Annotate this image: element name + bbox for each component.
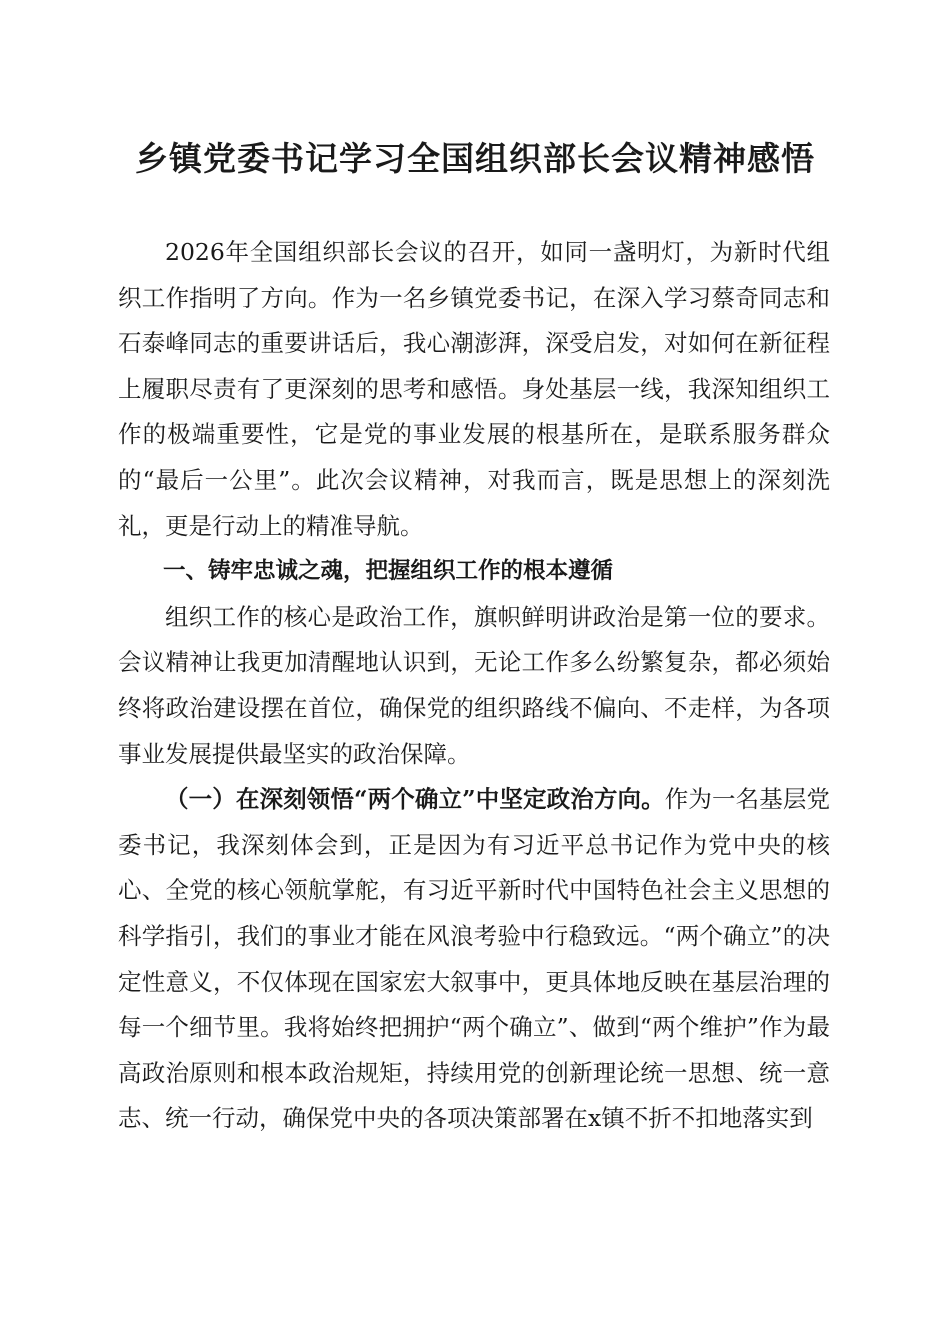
document-body	[118, 230, 830, 1142]
subsection-1-lead: （一）在深刻领悟“两个确立”中坚定政治方向。	[165, 785, 665, 814]
intro-paragraph: 2026年全国组织部长会议的召开，如同一盏明灯，为新时代组织工作指明了方向。作为一名乡镇党委书记，在深入学习蔡奇同志和石泰峰同志的重要讲话后，我心潮澎湃，深受启发，对如何在新征程上履职尽责有了更深刻的思考和感悟。身处基层一线，我深知组织工作的极端重要性，它是党的事业发展的根基所在，是联系服务群众的“最后一公里”。此次会议精神，对我而言，既是思想上的深刻洗礼，更是行动上的精准导航。	[118, 238, 830, 540]
document-title: 乡镇党委书记学习全国组织部长会议精神感悟	[135, 139, 815, 178]
subsection-1-paragraph	[118, 777, 830, 1142]
subsection-1-body: 作为一名基层党委书记，我深刻体会到，正是因为有习近平总书记作为党中央的核心、全党的核心领航掌舵，有习近平新时代中国特色社会主义思想的科学指引，我们的事业才能在风浪考验中行稳致远。“两个确立”的决定性意义，不仅体现在国家宏大叙事中，更具体地反映在基层治理的每一个细节里。我将始终把拥护“两个确立”、做到“两个维护”作为最高政治原则和根本政治规矩，持续用党的创新理论统一思想、统一意志、统一行动，确保党中央的各项决策部署在x镇不折不扣地落实到	[118, 785, 830, 1133]
section-1-heading: 一、铸牢忠诚之魂，把握组织工作的根本遵循	[163, 558, 614, 585]
section-1-paragraph: 组织工作的核心是政治工作，旗帜鲜明讲政治是第一位的要求。会议精神让我更加清醒地认识到，无论工作多么纷繁复杂，都必须始终将政治建设摆在首位，确保党的组织路线不偏向、不走样，为各项事业发展提供最坚实的政治保障。	[118, 602, 830, 768]
